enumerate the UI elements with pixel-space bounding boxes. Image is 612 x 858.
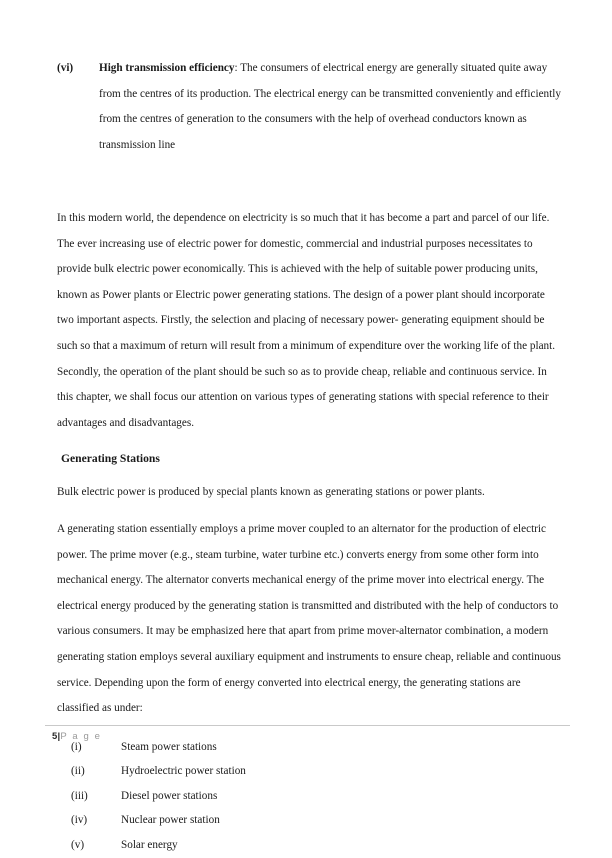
list-item [71, 735, 562, 760]
spacer [57, 469, 562, 480]
list-item-label: Diesel power stations [121, 789, 218, 802]
list-item [71, 808, 562, 833]
numbered-item-body: : The consumers of electrical energy are generally situated quite away from the centres of its production. The electrical energy can be transmitted conveniently and efficiently from the centres of generation to the consumers with the help of overhead conductors known as transmission line [99, 62, 561, 151]
section-heading-generating-stations: Generating Stations [61, 452, 160, 466]
list-item-numeral: (v) [71, 839, 85, 852]
spacer [57, 436, 562, 449]
list-item-numeral: (ii) [71, 765, 85, 778]
section-paragraph-2: A generating station essentially employs a prime mover coupled to an alternator for the production of electric power. The prime mover (e.g., steam turbine, water turbine etc.) converts energy from some other form into mechanical energy. The alternator converts mechanical energy of the prime mover into electrical energy. The electrical energy produced by the generating station is transmitted and distributed with the help of conductors to various consumers. It may be emphasized here that apart from prime mover-alternator combination, a modern generating station employs several auxiliary equipment and instruments to ensure cheap, reliable and continuous service. Depending upon the form of energy converted into electrical energy, the generating stations are classified as under: [57, 522, 561, 715]
footer-page-label: P a g e [60, 731, 102, 742]
list-item [71, 784, 562, 809]
numbered-item-marker: (vi) [57, 62, 74, 74]
list-item-numeral: (i) [71, 740, 82, 753]
page-content [57, 56, 562, 858]
footer-page-number: 5 [52, 731, 58, 742]
numbered-item-vi [57, 56, 562, 158]
spacer [57, 158, 562, 206]
section-paragraph-1: Bulk electric power is produced by special plants known as generating stations or power plants. [57, 486, 485, 499]
footer-divider [45, 725, 570, 726]
spacer [57, 506, 562, 517]
list-item-numeral: (iv) [71, 814, 88, 827]
list-item-label: Nuclear power station [121, 814, 220, 827]
list-item-label: Hydroelectric power station [121, 765, 246, 778]
list-item [71, 833, 562, 858]
body-paragraph-1: In this modern world, the dependence on electricity is so much that it has become a part and parcel of our life. The ever increasing use of electric power for domestic, commercial and industrial purposes necessitates to provide bulk electric power economically. This is achieved with the help of suitable power producing units, known as Power plants or Electric power generating stations. The design of a power plant should incorporate two important aspects. Firstly, the selection and placing of necessary power- generating equipment should be such so that a maximum of return will result from a minimum of expenditure over the working life of the plant. Secondly, the operation of the plant should be such so as to provide cheap, reliable and continuous service. In this chapter, we shall focus our attention on various types of generating stations with special reference to their advantages and disadvantages. [57, 212, 556, 429]
numbered-item-lead-label: High transmission efficiency [99, 62, 235, 74]
list-item-numeral: (iii) [71, 789, 88, 802]
list-item-label: Steam power stations [121, 740, 217, 753]
page-footer [52, 731, 101, 742]
list-item-label: Solar energy [121, 839, 178, 852]
list-item [71, 759, 562, 784]
classification-list [57, 735, 562, 858]
spacer [57, 722, 562, 735]
footer-separator: | [57, 731, 61, 742]
